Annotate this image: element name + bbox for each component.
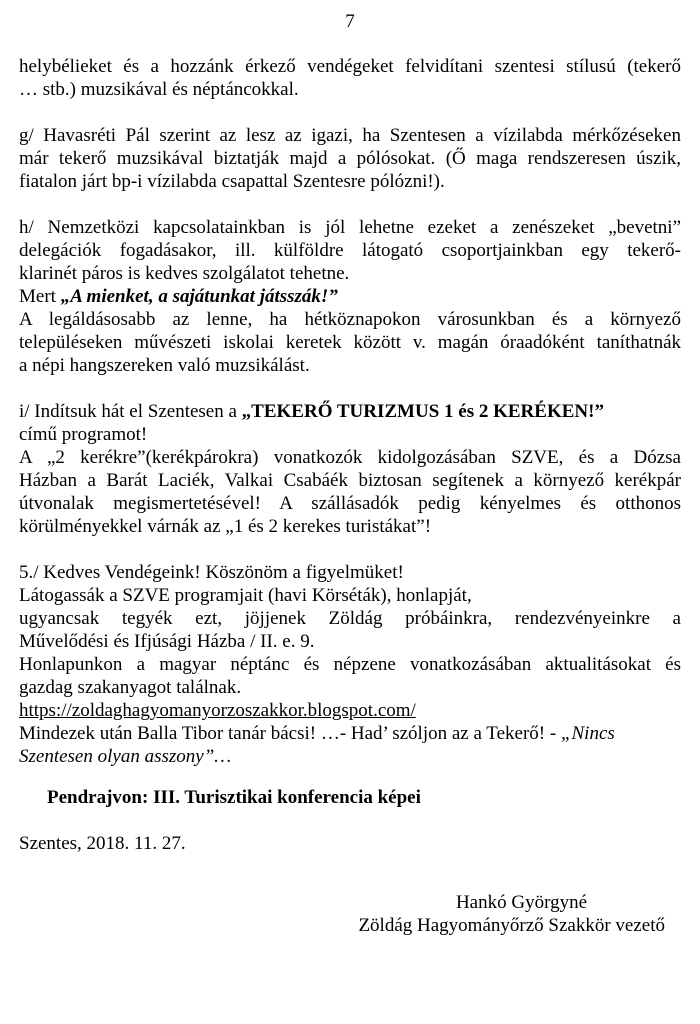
text-line: ugyancsak tegyék ezt, jöjjenek Zöldág próbáinkra, rendezvényeinkre a (19, 608, 681, 629)
i-prefix: i/ Indítsuk hát el Szentesen a (19, 401, 242, 422)
paragraph-h (19, 216, 681, 377)
song-quote-start: „Nincs (560, 723, 615, 744)
text-line: című programot! (19, 424, 148, 445)
text-line: A „2 kerékre”(kerékpárokra) vonatkozók kidolgozásában SZVE, és a Dózsa (19, 447, 681, 468)
text-line: útvonalak megismertetésével! A szállásadók pedig kényelmes és otthonos (19, 493, 681, 514)
text-line: a népi hangszereken való muzsikálást. (19, 355, 310, 376)
text-line (19, 722, 681, 745)
text-line: gazdag szakanyagot találnak. (19, 677, 242, 698)
quote-emphasis: „A mienket, a sajátunkat játsszák!” (60, 286, 338, 307)
text-line: fiatalon járt bp-i vízilabda csapattal Szentesre pólózni!). (19, 171, 445, 192)
text-line: h/ Nemzetközi kapcsolatainkban is jól lehetne ezeket a zenészeket „bevetni” (19, 217, 681, 238)
text-line: településeken művészeti iskolai keretek között v. magán óraadóként taníthatnák (19, 332, 681, 353)
pendrive-note: Pendrajvon: III. Turisztikai konferencia képei (47, 787, 421, 808)
text-line: 5./ Kedves Vendégeink! Köszönöm a figyelmüket! (19, 562, 404, 583)
text-line: delegációk fogadásakor, ill. külföldre látogató csoportjainkban egy tekerő- (19, 240, 681, 261)
document-page (19, 10, 681, 937)
program-title: „TEKERŐ TURIZMUS 1 és 2 KERÉKEN!” (241, 401, 604, 422)
signature-block (19, 891, 681, 937)
mert-prefix: Mert (19, 286, 61, 307)
text-line: helybélieket és a hozzánk érkező vendégeket felvidítani szentesi stílusú (tekerő (19, 56, 681, 77)
text-line: … stb.) muzsikával és néptáncokkal. (19, 79, 299, 100)
text-line: g/ Havasréti Pál szerint az lesz az igazi, ha Szentesen a vízilabda mérkőzéseken (19, 125, 681, 146)
paragraph-5 (19, 561, 681, 768)
signature-title: Zöldág Hagyományőrző Szakkör vezető (358, 915, 665, 936)
text-line: Házban a Barát Laciék, Valkai Csabáék biztosan segítenek a környező kerékpár (19, 470, 681, 491)
text-line (19, 285, 681, 308)
text-line: Honlapunkon a magyar néptánc és népzene vonatkozásában aktualitásokat és (19, 654, 681, 675)
text-line: Látogassák a SZVE programjait (havi Körséták), honlapját, (19, 585, 472, 606)
blog-link[interactable]: https://zoldaghagyomanyorzoszakkor.blogspot.com/ (19, 700, 416, 721)
song-quote-end: Szentesen olyan asszony”… (19, 746, 232, 767)
text-line: Művelődési és Ifjúsági Házba / II. e. 9. (19, 631, 315, 652)
paragraph-i (19, 400, 681, 538)
paragraph-intro (19, 55, 681, 101)
text-line: már tekerő muzsikával biztatják majd a pólósokat. (Ő maga rendszeresen úszik, (19, 148, 681, 169)
paragraph-g (19, 124, 681, 193)
page-number: 7 (345, 11, 355, 32)
text-line: körülményekkel várnák az „1 és 2 kerekes turistákat”! (19, 516, 432, 537)
text-line: A legáldásosabb az lenne, ha hétköznapokon városunkban és a környező (19, 309, 681, 330)
text-line: klarinét páros is kedves szolgálatot tehetne. (19, 263, 350, 284)
date-line: Szentes, 2018. 11. 27. (19, 833, 186, 854)
closing-prefix: Mindezek után Balla Tibor tanár bácsi! …- Had’ szóljon az a Tekerő! - (19, 723, 561, 744)
text-line (19, 745, 681, 768)
signature-name: Hankó Györgyné (455, 892, 587, 913)
text-line (19, 400, 681, 423)
text-line (19, 699, 681, 722)
